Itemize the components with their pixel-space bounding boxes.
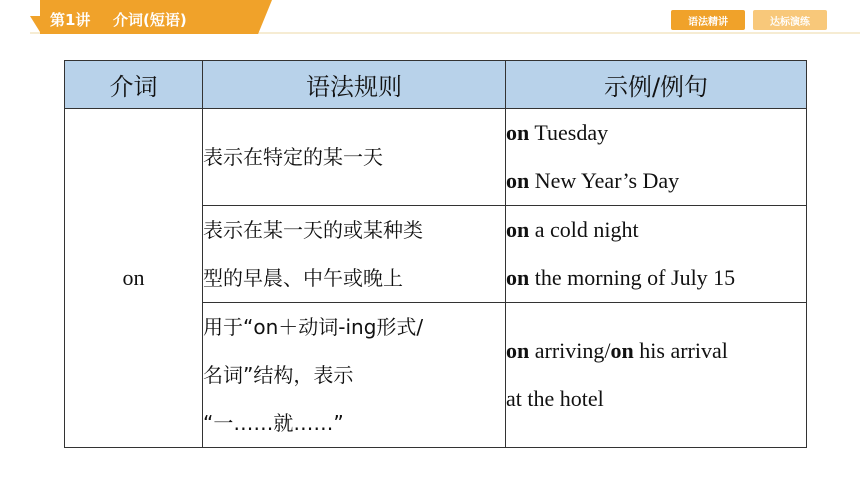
example-line (506, 327, 806, 375)
example-line (506, 254, 806, 302)
example-keyword: on (506, 120, 530, 145)
example-keyword: on (610, 338, 634, 363)
rule-text: “一……就……” (203, 411, 344, 435)
example-keyword: on (506, 168, 530, 193)
lesson-number: 第1讲 (50, 11, 91, 29)
rule-text: 型的早晨、中午或晚上 (203, 266, 403, 290)
example-cell (506, 206, 807, 303)
rule-cell (203, 303, 506, 448)
example-keyword: on (506, 217, 530, 242)
rule-text: 表示在特定的某一天 (203, 145, 383, 169)
example-line (506, 157, 806, 205)
table-header-row (65, 61, 807, 109)
rule-text: 用于“on＋动词-ing形式/ (203, 315, 424, 339)
nav-practice-button[interactable]: 达标演练 (753, 10, 827, 30)
nav-grammar-button[interactable]: 语法精讲 (671, 10, 745, 30)
example-keyword: on (506, 338, 530, 363)
example-text: arriving/ (529, 338, 611, 363)
header-rule: 语法规则 (203, 61, 506, 109)
example-keyword: on (506, 265, 530, 290)
preposition-cell: on (65, 109, 203, 448)
example-text: his arrival (633, 338, 728, 363)
example-line: at the hotel (506, 386, 604, 411)
rule-text: 名词”结构，表示 (203, 363, 354, 387)
example-text: the morning of July 15 (529, 265, 736, 290)
header-example: 示例/例句 (506, 61, 807, 109)
example-cell (506, 109, 807, 206)
table-row (65, 109, 807, 206)
example-text: Tuesday (529, 120, 609, 145)
example-text: New Year’s Day (529, 168, 680, 193)
rule-text: 表示在某一天的或某种类 (203, 218, 423, 242)
example-text: a cold night (529, 217, 639, 242)
rule-cell (203, 109, 506, 206)
lesson-title: 介词(短语) (113, 11, 187, 29)
rule-cell (203, 206, 506, 303)
lesson-tab-notch (30, 16, 40, 32)
header-bar (0, 0, 860, 36)
example-cell (506, 303, 807, 448)
grammar-table (64, 60, 807, 448)
example-line (506, 109, 806, 157)
header-preposition: 介词 (65, 61, 203, 109)
example-line (506, 206, 806, 254)
